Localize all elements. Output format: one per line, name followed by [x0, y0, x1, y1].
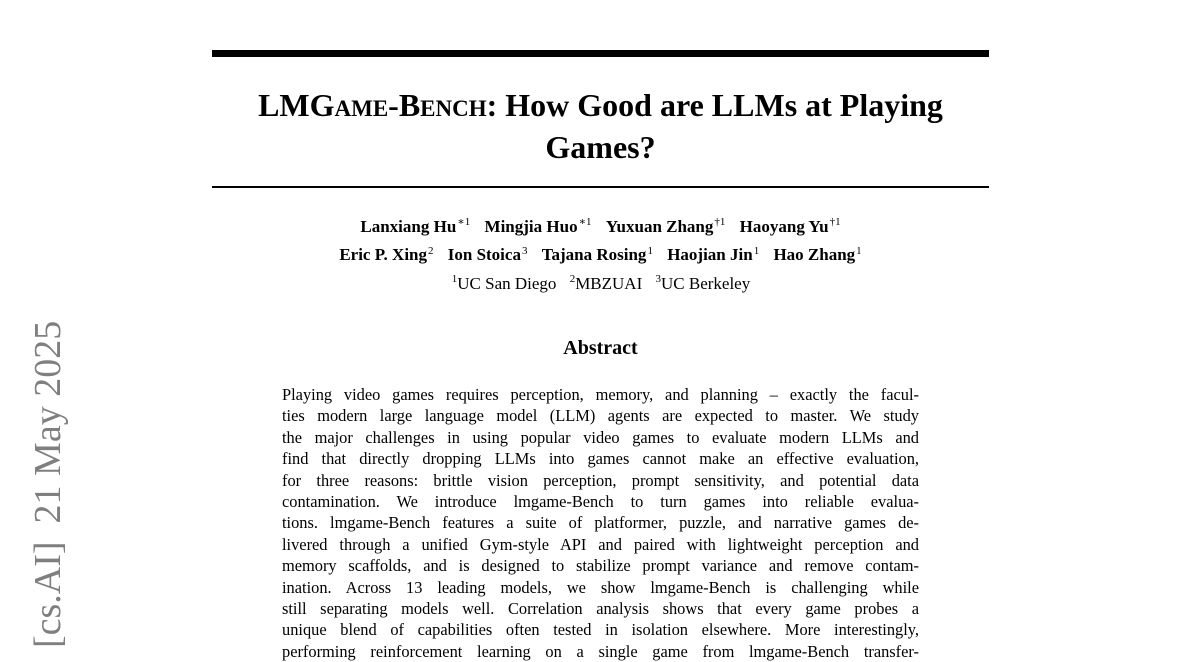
author: Haojian Jin$^1$ — [667, 244, 760, 265]
affiliation: $^3$UC Berkeley — [655, 273, 751, 293]
abstract-line: for three reasons: brittle vision perception, prompt sensitivity, and potential data — [282, 470, 919, 490]
title-rule-bottom — [212, 186, 989, 188]
paper-title: LMGAME-BENCH: How Good are LLMs at Playing Games? — [258, 87, 943, 165]
abstract-heading: Abstract — [563, 337, 638, 359]
abstract-line: contamination. We introduce lmgame-Bench to turn games into reliable evalua- — [282, 491, 919, 511]
arxiv-date: 21 May 2025 — [27, 320, 69, 524]
author: Lanxiang $Hu^{∗1}$ — [360, 216, 471, 236]
affiliation: $^2$MBZUAI — [569, 273, 643, 293]
author: Hao Zhang$^1$ — [773, 244, 862, 265]
abstract-line: still separating models well. Correlation analysis shows that every game probes a — [282, 598, 919, 618]
affiliation: $^1$UC San Diego — [451, 273, 557, 293]
abstract-line: performing reinforcement learning on a single game from lmgame-Bench transfer- — [282, 641, 919, 661]
abstract-line: ination. Across 13 leading models, we show lmgame-Bench is challenging while — [282, 577, 919, 597]
paper-title-line2: Games? — [545, 129, 656, 165]
abstract-line: the major challenges in using popular video games to evaluate modern LLMs and — [282, 427, 919, 447]
affiliation-row — [212, 267, 989, 296]
abstract-line: tions. lmgame-Bench features a suite of platformer, puzzle, and narrative games de- — [282, 513, 919, 533]
arxiv-sidebar-stamp — [22, 308, 74, 648]
author-row — [212, 210, 989, 239]
abstract-line: unique blend of capabilities often tested in isolation elsewhere. More interestingly, — [282, 620, 919, 640]
title-rule-top — [212, 50, 989, 57]
author: Yuxuan Zhang$^{\dagger 1}$ — [605, 216, 726, 236]
author: Tajana Rosing$^1$ — [541, 244, 653, 265]
abstract-line: find that directly dropping LLMs into games cannot make an effective evaluation, — [282, 449, 919, 469]
abstract-line: memory scaffolds, and is designed to stabilize prompt variance and remove contam- — [282, 556, 919, 576]
abstract-body — [282, 384, 919, 662]
abstract-line: ties modern large language model (LLM) agents are expected to master. We study — [282, 406, 919, 426]
author: Haoyang Yu$^{\dagger 1}$ — [739, 216, 841, 236]
author-row — [212, 239, 989, 268]
arxiv-category: [cs.AI] — [27, 541, 69, 648]
author: Ion Stoica$^3$ — [447, 244, 528, 265]
abstract-line: Playing video games requires perception, memory, and planning – exactly the facul- — [282, 385, 919, 404]
author: Mingjia Huo$^{∗1}$ — [484, 216, 592, 236]
author: Eric P. Xing$^2$ — [339, 244, 434, 265]
abstract-line: livered through a unified Gym-style API and paired with lightweight perception and — [282, 534, 919, 554]
author-block — [212, 210, 989, 296]
